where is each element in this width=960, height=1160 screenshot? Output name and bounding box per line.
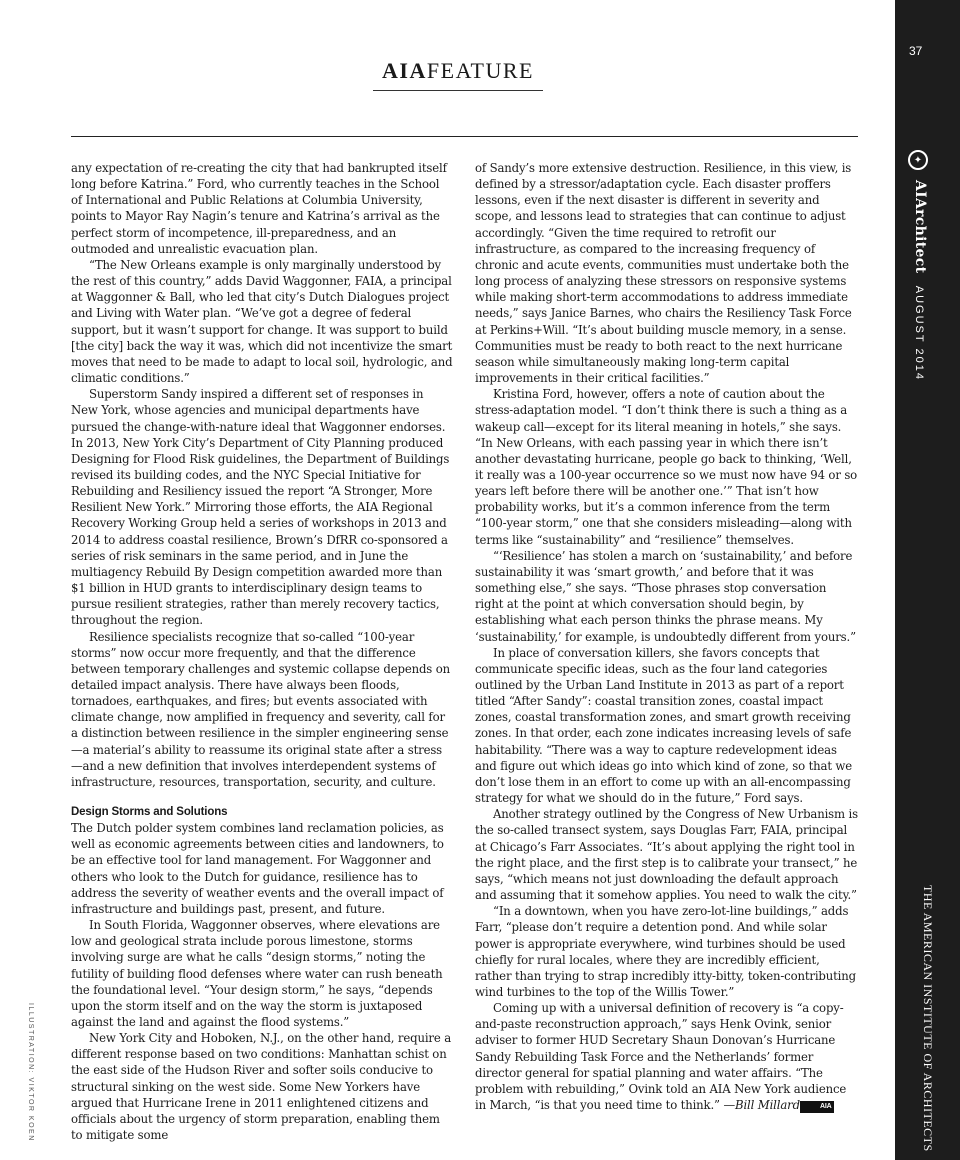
paragraph: Resilience specialists recognize that so-called “100-year storms” now occur more frequently, and that the difference between temporary challenges and systemic collapse depends on detailed impact analysis. There have always been floods, tornadoes, earthquakes, and fires; but events associated with climate change, now amplified in frequency and severity, call for a distinction between resilience in the simpler engineering sense—a material’s ability to reassume its original state after a stress—and a new definition that involves interdependent systems of infrastructure, resources, transportation, security, and culture. — [71, 629, 450, 789]
right-column — [475, 160, 858, 1113]
sidebar — [895, 0, 960, 1160]
section-label: FEATURE — [426, 58, 534, 83]
paragraph: Another strategy outlined by the Congress of New Urbanism is the so-called transect system, says Douglas Farr, FAIA, principal at Chicago’s Farr Associates. “It’s about applying the right tool in the right place, and the first step is to calibrate your transect,” he says, “which means not just downloading the default approach and assuming that it somehow applies. You need to walk the city.” — [475, 807, 858, 903]
paragraph: In South Florida, Waggonner observes, where elevations are low and geological strata include porous limestone, storms involving surge are what he calls “design storms,” noting the futility of building flood defenses where water can rush beneath the foundational level. “Your design storm,” he says, “depends upon the storm itself and on the way the storm is juxtaposed against the land and against the flood systems.” — [71, 918, 443, 1029]
paragraph-text: Coming up with a universal definition of recovery is “a copy-and-paste reconstruction approach,” says Henk Ovink, senior adviser to former HUD Secretary Shaun Donovan’s Hurricane Sandy Rebuilding Task Force and the Netherlands’ former director general for spatial planning and water affairs. “The problem with rebuilding,” Ovink told an AIA New York audience in March, “is that you need time to think.” — [475, 1001, 847, 1113]
paragraph: “In a downtown, when you have zero-lot-line buildings,” adds Farr, “please don’t require a detention pond. And while solar power is appropriate everywhere, wind turbines should be used chiefly for rural locales, where they are incredibly efficient, rather than trying to strap incredibly itty-bitty, token-contributing wind turbines to the top of the Willis Tower.” — [475, 904, 856, 999]
subheading: Design Storms and Solutions — [71, 806, 228, 819]
left-column — [71, 160, 453, 1143]
end-mark-icon: AIA — [800, 1101, 834, 1113]
paragraph: Superstorm Sandy inspired a different set of responses in New York, whose agencies and municipal departments have pursued the change-with-nature ideal that Waggonner endorses. In 2013, New York City’s Department of City Planning produced Designing for Flood Risk guidelines, the Department of Buildings revised its building codes, and the NYC Special Initiative for Rebuilding and Resiliency issued the report “A Stronger, More Resilient New York.” Mirroring those efforts, the AIA Regional Recovery Working Group held a series of workshops in 2013 and 2014 to address coastal resilience, Brown’s DfRR co-sponsored a series of risk seminars in the same period, and in June the multiagency Rebuild By Design competition awarded more than $1 billion in HUD grants to interdisciplinary design teams to pursue resilient strategies, rather than merely recovery tactics, throughout the region. — [71, 387, 450, 628]
byline: —Bill Millard — [723, 1098, 800, 1113]
section-brand: AIA — [382, 58, 427, 83]
paragraph: any expectation of re-creating the city that had bankrupted itself long before Katrina.” Ford, who currently teaches in the School of International and Public Relations at Columbia University, points to Mayor Ray Nagin’s tenure and Katrina’s arrival as the perfect storm of incompetence, ill-preparedness, and an outmoded and unrealistic evacuation plan. — [71, 161, 447, 256]
illustration-credit: ILLUSTRATION: VIKTOR KOEN — [27, 1003, 34, 1142]
section-title — [373, 58, 543, 84]
magazine-name: AIArchitect — [912, 180, 928, 274]
page-number: 37 — [909, 44, 923, 58]
institute-name: THE AMERICAN INSTITUTE OF ARCHITECTS — [921, 885, 935, 1152]
magazine-dateline — [912, 180, 928, 381]
paragraph: Kristina Ford, however, offers a note of caution about the stress-adaptation model. “I don’t think there is such a thing as a wakeup call—except for its literal meaning in hotels,” she says. “In New Orleans, with each passing year in which there isn’t another devastating hurricane, people go back to thinking, ‘Well, it really was a 100-year occurrence so we must now have 94 or so years left before there will be another one.’” That isn’t how probability works, but it’s a common inference from the term “100-year storm,” one that she considers misleading—along with terms like “sustainability” and “resilience” themselves. — [475, 387, 858, 547]
paragraph: “‘Resilience’ has stolen a march on ‘sustainability,’ and before sustainability it was ‘smart growth,’ and before that it was something else,” she says. “Those phrases stop conversation right at the point at which conversation should begin, by establishing what each person thinks the phrase means. My ‘sustainability,’ for example, is undoubtedly different from yours.” — [475, 548, 856, 644]
issue-date: AUGUST 2014 — [913, 285, 925, 381]
paragraph — [475, 1000, 858, 1113]
paragraph: In place of conversation killers, she favors concepts that communicate specific ideas, such as the four land categories outlined by the Urban Land Institute in 2013 as part of a report titled “After Sandy”: coastal transition zones, coastal impact zones, coastal transformation zones, and smart growth receiving zones. In that order, each zone indicates increasing levels of safe habitability. “There was a way to capture redevelopment ideas and figure out which ideas go into which kind of zone, so that we don’t lose them in an effort to come up with an all-encompassing strategy for what we should do in the future,” Ford says. — [475, 645, 853, 806]
section-header — [373, 58, 543, 91]
top-divider — [71, 136, 858, 137]
header-rule — [373, 90, 543, 91]
aia-eagle-logo-icon: ✦ — [908, 150, 928, 170]
paragraph: The Dutch polder system combines land reclamation policies, as well as economic agreements between cities and landowners, to be an effective tool for land management. For Waggonner and others who look to the Dutch for guidance, resilience has to address the severity of weather events and the overall impact of infrastructure and buildings past, present, and future. — [71, 821, 444, 916]
paragraph: New York City and Hoboken, N.J., on the other hand, require a different response based on two conditions: Manhattan schist on the east side of the Hudson River and softer soils conducive to structural sinking on the west side. Some New Yorkers have argued that Hurricane Irene in 2011 enlightened citizens and officials about the urgency of storm preparation, enabling them to mitigate some — [71, 1031, 452, 1143]
paragraph: “The New Orleans example is only marginally understood by the rest of this country,” adds David Waggonner, FAIA, a principal at Waggonner & Ball, who led that city’s Dutch Dialogues project and Living with Water plan. “We’ve got a degree of federal support, but it wasn’t support for change. It was support to build [the city] back the way it was, which did not incentivize the smart moves that need to be made to adapt to local soil, hydrologic, and climatic conditions.” — [71, 257, 453, 386]
paragraph: of Sandy’s more extensive destruction. Resilience, in this view, is defined by a stressor/adaptation cycle. Each disaster proffers lessons, even if the next disaster is different in severity and scope, and lessons lead to strategies that can continue to adjust accordingly. “Given the time required to retrofit our infrastructure, as compared to the increasing frequency of chronic and acute events, communities must undertake both the long process of analyzing these stressors on responsive systems while making short-term accommodations to address immediate needs,” says Janice Barnes, who chairs the Resiliency Task Force at Perkins+Will. “It’s about building muscle memory, in a sense. Communities must be ready to both react to the next hurricane season while simultaneously making long-term capital improvements in their critical facilities.” — [475, 161, 852, 386]
